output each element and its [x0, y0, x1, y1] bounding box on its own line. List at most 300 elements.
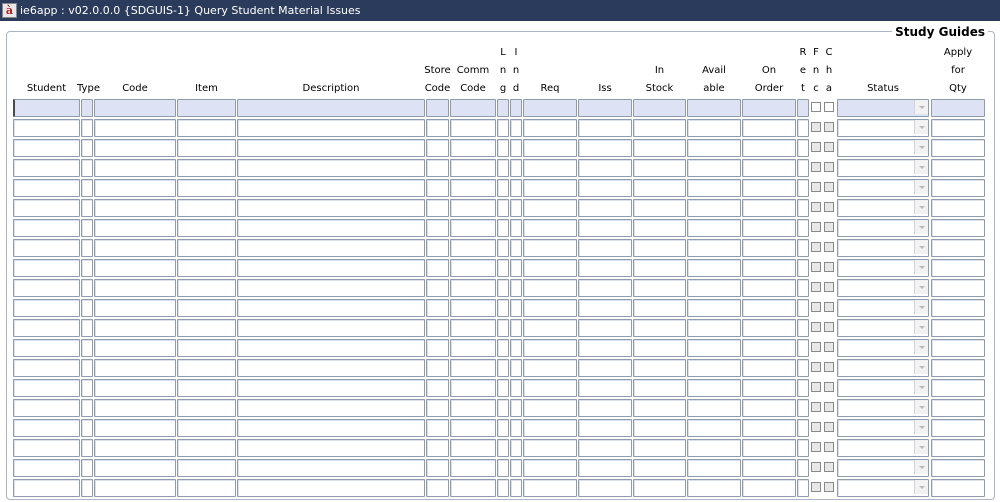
ret-field[interactable] — [797, 479, 809, 497]
store-code-field[interactable] — [426, 339, 449, 357]
code-field[interactable] — [94, 279, 176, 297]
iss-field[interactable] — [578, 419, 632, 437]
description-field[interactable] — [237, 179, 425, 197]
req-field[interactable] — [523, 139, 577, 157]
student-field[interactable] — [13, 419, 80, 437]
code-field[interactable] — [94, 459, 176, 477]
type-field[interactable] — [81, 339, 93, 357]
student-field[interactable] — [13, 279, 80, 297]
iss-field[interactable] — [578, 119, 632, 137]
cha-checkbox[interactable] — [824, 462, 834, 472]
fnc-checkbox[interactable] — [811, 222, 821, 232]
on-order-field[interactable] — [742, 419, 796, 437]
available-field[interactable] — [687, 99, 741, 117]
student-field[interactable] — [13, 99, 80, 117]
fnc-checkbox[interactable] — [811, 142, 821, 152]
description-field[interactable] — [237, 319, 425, 337]
on-order-field[interactable] — [742, 459, 796, 477]
in-stock-field[interactable] — [633, 319, 686, 337]
lng-field[interactable] — [497, 419, 509, 437]
req-field[interactable] — [523, 99, 577, 117]
available-field[interactable] — [687, 259, 741, 277]
on-order-field[interactable] — [742, 239, 796, 257]
lng-field[interactable] — [497, 339, 509, 357]
req-field[interactable] — [523, 419, 577, 437]
in-stock-field[interactable] — [633, 139, 686, 157]
lng-field[interactable] — [497, 459, 509, 477]
ind-field[interactable] — [510, 399, 522, 417]
comm-code-field[interactable] — [450, 99, 496, 117]
ind-field[interactable] — [510, 479, 522, 497]
apply-qty-field[interactable] — [931, 359, 985, 377]
store-code-field[interactable] — [426, 319, 449, 337]
code-field[interactable] — [94, 159, 176, 177]
ind-field[interactable] — [510, 119, 522, 137]
cha-checkbox[interactable] — [824, 362, 834, 372]
apply-qty-field[interactable] — [931, 379, 985, 397]
fnc-checkbox[interactable] — [811, 102, 821, 112]
in-stock-field[interactable] — [633, 419, 686, 437]
student-field[interactable] — [13, 459, 80, 477]
code-field[interactable] — [94, 179, 176, 197]
cha-checkbox[interactable] — [824, 302, 834, 312]
iss-field[interactable] — [578, 319, 632, 337]
comm-code-field[interactable] — [450, 219, 496, 237]
iss-field[interactable] — [578, 399, 632, 417]
lng-field[interactable] — [497, 399, 509, 417]
student-field[interactable] — [13, 239, 80, 257]
chevron-down-icon[interactable] — [914, 220, 928, 234]
req-field[interactable] — [523, 399, 577, 417]
cha-checkbox[interactable] — [824, 482, 834, 492]
available-field[interactable] — [687, 219, 741, 237]
code-field[interactable] — [94, 199, 176, 217]
student-field[interactable] — [13, 259, 80, 277]
store-code-field[interactable] — [426, 459, 449, 477]
type-field[interactable] — [81, 319, 93, 337]
chevron-down-icon[interactable] — [914, 100, 928, 114]
in-stock-field[interactable] — [633, 359, 686, 377]
ret-field[interactable] — [797, 359, 809, 377]
item-field[interactable] — [177, 459, 236, 477]
item-field[interactable] — [177, 179, 236, 197]
type-field[interactable] — [81, 359, 93, 377]
in-stock-field[interactable] — [633, 179, 686, 197]
req-field[interactable] — [523, 459, 577, 477]
ret-field[interactable] — [797, 119, 809, 137]
cha-checkbox[interactable] — [824, 162, 834, 172]
chevron-down-icon[interactable] — [914, 380, 928, 394]
on-order-field[interactable] — [742, 439, 796, 457]
fnc-checkbox[interactable] — [811, 342, 821, 352]
chevron-down-icon[interactable] — [914, 360, 928, 374]
description-field[interactable] — [237, 339, 425, 357]
ind-field[interactable] — [510, 459, 522, 477]
iss-field[interactable] — [578, 339, 632, 357]
apply-qty-field[interactable] — [931, 99, 985, 117]
chevron-down-icon[interactable] — [914, 440, 928, 454]
cha-checkbox[interactable] — [824, 222, 834, 232]
chevron-down-icon[interactable] — [914, 300, 928, 314]
iss-field[interactable] — [578, 179, 632, 197]
item-field[interactable] — [177, 119, 236, 137]
comm-code-field[interactable] — [450, 379, 496, 397]
req-field[interactable] — [523, 119, 577, 137]
apply-qty-field[interactable] — [931, 119, 985, 137]
type-field[interactable] — [81, 459, 93, 477]
chevron-down-icon[interactable] — [914, 280, 928, 294]
item-field[interactable] — [177, 259, 236, 277]
ind-field[interactable] — [510, 359, 522, 377]
on-order-field[interactable] — [742, 379, 796, 397]
type-field[interactable] — [81, 119, 93, 137]
type-field[interactable] — [81, 99, 93, 117]
ret-field[interactable] — [797, 179, 809, 197]
fnc-checkbox[interactable] — [811, 302, 821, 312]
on-order-field[interactable] — [742, 399, 796, 417]
req-field[interactable] — [523, 479, 577, 497]
chevron-down-icon[interactable] — [914, 260, 928, 274]
description-field[interactable] — [237, 379, 425, 397]
apply-qty-field[interactable] — [931, 139, 985, 157]
on-order-field[interactable] — [742, 139, 796, 157]
fnc-checkbox[interactable] — [811, 422, 821, 432]
fnc-checkbox[interactable] — [811, 242, 821, 252]
code-field[interactable] — [94, 339, 176, 357]
store-code-field[interactable] — [426, 379, 449, 397]
iss-field[interactable] — [578, 259, 632, 277]
available-field[interactable] — [687, 399, 741, 417]
code-field[interactable] — [94, 259, 176, 277]
apply-qty-field[interactable] — [931, 459, 985, 477]
ret-field[interactable] — [797, 259, 809, 277]
apply-qty-field[interactable] — [931, 399, 985, 417]
chevron-down-icon[interactable] — [914, 140, 928, 154]
comm-code-field[interactable] — [450, 259, 496, 277]
type-field[interactable] — [81, 239, 93, 257]
cha-checkbox[interactable] — [824, 402, 834, 412]
fnc-checkbox[interactable] — [811, 382, 821, 392]
student-field[interactable] — [13, 179, 80, 197]
store-code-field[interactable] — [426, 239, 449, 257]
item-field[interactable] — [177, 339, 236, 357]
on-order-field[interactable] — [742, 299, 796, 317]
iss-field[interactable] — [578, 359, 632, 377]
on-order-field[interactable] — [742, 359, 796, 377]
apply-qty-field[interactable] — [931, 339, 985, 357]
lng-field[interactable] — [497, 279, 509, 297]
description-field[interactable] — [237, 219, 425, 237]
description-field[interactable] — [237, 299, 425, 317]
apply-qty-field[interactable] — [931, 259, 985, 277]
chevron-down-icon[interactable] — [914, 420, 928, 434]
in-stock-field[interactable] — [633, 279, 686, 297]
ret-field[interactable] — [797, 219, 809, 237]
ret-field[interactable] — [797, 299, 809, 317]
ret-field[interactable] — [797, 339, 809, 357]
ret-field[interactable] — [797, 319, 809, 337]
student-field[interactable] — [13, 439, 80, 457]
req-field[interactable] — [523, 359, 577, 377]
student-field[interactable] — [13, 219, 80, 237]
cha-checkbox[interactable] — [824, 182, 834, 192]
ind-field[interactable] — [510, 199, 522, 217]
apply-qty-field[interactable] — [931, 179, 985, 197]
available-field[interactable] — [687, 339, 741, 357]
in-stock-field[interactable] — [633, 399, 686, 417]
item-field[interactable] — [177, 399, 236, 417]
comm-code-field[interactable] — [450, 479, 496, 497]
available-field[interactable] — [687, 359, 741, 377]
item-field[interactable] — [177, 439, 236, 457]
ret-field[interactable] — [797, 199, 809, 217]
code-field[interactable] — [94, 219, 176, 237]
iss-field[interactable] — [578, 479, 632, 497]
in-stock-field[interactable] — [633, 119, 686, 137]
item-field[interactable] — [177, 199, 236, 217]
req-field[interactable] — [523, 319, 577, 337]
item-field[interactable] — [177, 159, 236, 177]
code-field[interactable] — [94, 479, 176, 497]
in-stock-field[interactable] — [633, 239, 686, 257]
apply-qty-field[interactable] — [931, 319, 985, 337]
description-field[interactable] — [237, 419, 425, 437]
comm-code-field[interactable] — [450, 359, 496, 377]
chevron-down-icon[interactable] — [914, 480, 928, 494]
cha-checkbox[interactable] — [824, 322, 834, 332]
chevron-down-icon[interactable] — [914, 320, 928, 334]
comm-code-field[interactable] — [450, 239, 496, 257]
chevron-down-icon[interactable] — [914, 180, 928, 194]
lng-field[interactable] — [497, 379, 509, 397]
lng-field[interactable] — [497, 239, 509, 257]
apply-qty-field[interactable] — [931, 219, 985, 237]
on-order-field[interactable] — [742, 99, 796, 117]
code-field[interactable] — [94, 319, 176, 337]
ret-field[interactable] — [797, 459, 809, 477]
available-field[interactable] — [687, 439, 741, 457]
store-code-field[interactable] — [426, 399, 449, 417]
apply-qty-field[interactable] — [931, 279, 985, 297]
on-order-field[interactable] — [742, 199, 796, 217]
iss-field[interactable] — [578, 379, 632, 397]
apply-qty-field[interactable] — [931, 439, 985, 457]
type-field[interactable] — [81, 179, 93, 197]
comm-code-field[interactable] — [450, 439, 496, 457]
req-field[interactable] — [523, 299, 577, 317]
code-field[interactable] — [94, 119, 176, 137]
cha-checkbox[interactable] — [824, 262, 834, 272]
on-order-field[interactable] — [742, 259, 796, 277]
chevron-down-icon[interactable] — [914, 340, 928, 354]
req-field[interactable] — [523, 219, 577, 237]
fnc-checkbox[interactable] — [811, 202, 821, 212]
store-code-field[interactable] — [426, 279, 449, 297]
available-field[interactable] — [687, 279, 741, 297]
lng-field[interactable] — [497, 199, 509, 217]
code-field[interactable] — [94, 379, 176, 397]
item-field[interactable] — [177, 359, 236, 377]
item-field[interactable] — [177, 299, 236, 317]
store-code-field[interactable] — [426, 159, 449, 177]
student-field[interactable] — [13, 379, 80, 397]
description-field[interactable] — [237, 459, 425, 477]
ind-field[interactable] — [510, 319, 522, 337]
apply-qty-field[interactable] — [931, 299, 985, 317]
cha-checkbox[interactable] — [824, 442, 834, 452]
item-field[interactable] — [177, 239, 236, 257]
comm-code-field[interactable] — [450, 319, 496, 337]
on-order-field[interactable] — [742, 219, 796, 237]
cha-checkbox[interactable] — [824, 282, 834, 292]
type-field[interactable] — [81, 139, 93, 157]
student-field[interactable] — [13, 359, 80, 377]
cha-checkbox[interactable] — [824, 142, 834, 152]
fnc-checkbox[interactable] — [811, 122, 821, 132]
available-field[interactable] — [687, 459, 741, 477]
description-field[interactable] — [237, 259, 425, 277]
in-stock-field[interactable] — [633, 199, 686, 217]
type-field[interactable] — [81, 259, 93, 277]
description-field[interactable] — [237, 479, 425, 497]
lng-field[interactable] — [497, 299, 509, 317]
description-field[interactable] — [237, 199, 425, 217]
code-field[interactable] — [94, 359, 176, 377]
in-stock-field[interactable] — [633, 479, 686, 497]
lng-field[interactable] — [497, 319, 509, 337]
iss-field[interactable] — [578, 199, 632, 217]
in-stock-field[interactable] — [633, 459, 686, 477]
in-stock-field[interactable] — [633, 99, 686, 117]
code-field[interactable] — [94, 399, 176, 417]
store-code-field[interactable] — [426, 139, 449, 157]
type-field[interactable] — [81, 279, 93, 297]
student-field[interactable] — [13, 319, 80, 337]
code-field[interactable] — [94, 439, 176, 457]
apply-qty-field[interactable] — [931, 419, 985, 437]
fnc-checkbox[interactable] — [811, 182, 821, 192]
cha-checkbox[interactable] — [824, 102, 834, 112]
ind-field[interactable] — [510, 99, 522, 117]
code-field[interactable] — [94, 239, 176, 257]
item-field[interactable] — [177, 379, 236, 397]
on-order-field[interactable] — [742, 159, 796, 177]
type-field[interactable] — [81, 199, 93, 217]
description-field[interactable] — [237, 439, 425, 457]
available-field[interactable] — [687, 379, 741, 397]
comm-code-field[interactable] — [450, 419, 496, 437]
on-order-field[interactable] — [742, 179, 796, 197]
store-code-field[interactable] — [426, 99, 449, 117]
comm-code-field[interactable] — [450, 139, 496, 157]
on-order-field[interactable] — [742, 479, 796, 497]
ret-field[interactable] — [797, 419, 809, 437]
ind-field[interactable] — [510, 299, 522, 317]
description-field[interactable] — [237, 159, 425, 177]
store-code-field[interactable] — [426, 179, 449, 197]
on-order-field[interactable] — [742, 339, 796, 357]
type-field[interactable] — [81, 419, 93, 437]
on-order-field[interactable] — [742, 279, 796, 297]
lng-field[interactable] — [497, 259, 509, 277]
student-field[interactable] — [13, 479, 80, 497]
ret-field[interactable] — [797, 439, 809, 457]
ind-field[interactable] — [510, 159, 522, 177]
iss-field[interactable] — [578, 439, 632, 457]
available-field[interactable] — [687, 199, 741, 217]
ret-field[interactable] — [797, 399, 809, 417]
iss-field[interactable] — [578, 219, 632, 237]
store-code-field[interactable] — [426, 359, 449, 377]
description-field[interactable] — [237, 399, 425, 417]
item-field[interactable] — [177, 279, 236, 297]
type-field[interactable] — [81, 479, 93, 497]
available-field[interactable] — [687, 479, 741, 497]
store-code-field[interactable] — [426, 259, 449, 277]
ind-field[interactable] — [510, 219, 522, 237]
apply-qty-field[interactable] — [931, 479, 985, 497]
type-field[interactable] — [81, 379, 93, 397]
comm-code-field[interactable] — [450, 399, 496, 417]
iss-field[interactable] — [578, 159, 632, 177]
req-field[interactable] — [523, 279, 577, 297]
student-field[interactable] — [13, 139, 80, 157]
store-code-field[interactable] — [426, 119, 449, 137]
req-field[interactable] — [523, 439, 577, 457]
ind-field[interactable] — [510, 139, 522, 157]
item-field[interactable] — [177, 139, 236, 157]
available-field[interactable] — [687, 119, 741, 137]
in-stock-field[interactable] — [633, 159, 686, 177]
on-order-field[interactable] — [742, 119, 796, 137]
lng-field[interactable] — [497, 439, 509, 457]
cha-checkbox[interactable] — [824, 202, 834, 212]
lng-field[interactable] — [497, 479, 509, 497]
lng-field[interactable] — [497, 119, 509, 137]
in-stock-field[interactable] — [633, 379, 686, 397]
in-stock-field[interactable] — [633, 339, 686, 357]
fnc-checkbox[interactable] — [811, 322, 821, 332]
student-field[interactable] — [13, 159, 80, 177]
comm-code-field[interactable] — [450, 199, 496, 217]
available-field[interactable] — [687, 179, 741, 197]
chevron-down-icon[interactable] — [914, 460, 928, 474]
chevron-down-icon[interactable] — [914, 200, 928, 214]
lng-field[interactable] — [497, 139, 509, 157]
store-code-field[interactable] — [426, 439, 449, 457]
iss-field[interactable] — [578, 239, 632, 257]
type-field[interactable] — [81, 219, 93, 237]
in-stock-field[interactable] — [633, 299, 686, 317]
req-field[interactable] — [523, 259, 577, 277]
store-code-field[interactable] — [426, 479, 449, 497]
available-field[interactable] — [687, 159, 741, 177]
iss-field[interactable] — [578, 99, 632, 117]
iss-field[interactable] — [578, 279, 632, 297]
item-field[interactable] — [177, 99, 236, 117]
chevron-down-icon[interactable] — [914, 400, 928, 414]
student-field[interactable] — [13, 199, 80, 217]
in-stock-field[interactable] — [633, 219, 686, 237]
req-field[interactable] — [523, 199, 577, 217]
ret-field[interactable] — [797, 279, 809, 297]
on-order-field[interactable] — [742, 319, 796, 337]
store-code-field[interactable] — [426, 419, 449, 437]
comm-code-field[interactable] — [450, 179, 496, 197]
apply-qty-field[interactable] — [931, 159, 985, 177]
available-field[interactable] — [687, 319, 741, 337]
ind-field[interactable] — [510, 379, 522, 397]
